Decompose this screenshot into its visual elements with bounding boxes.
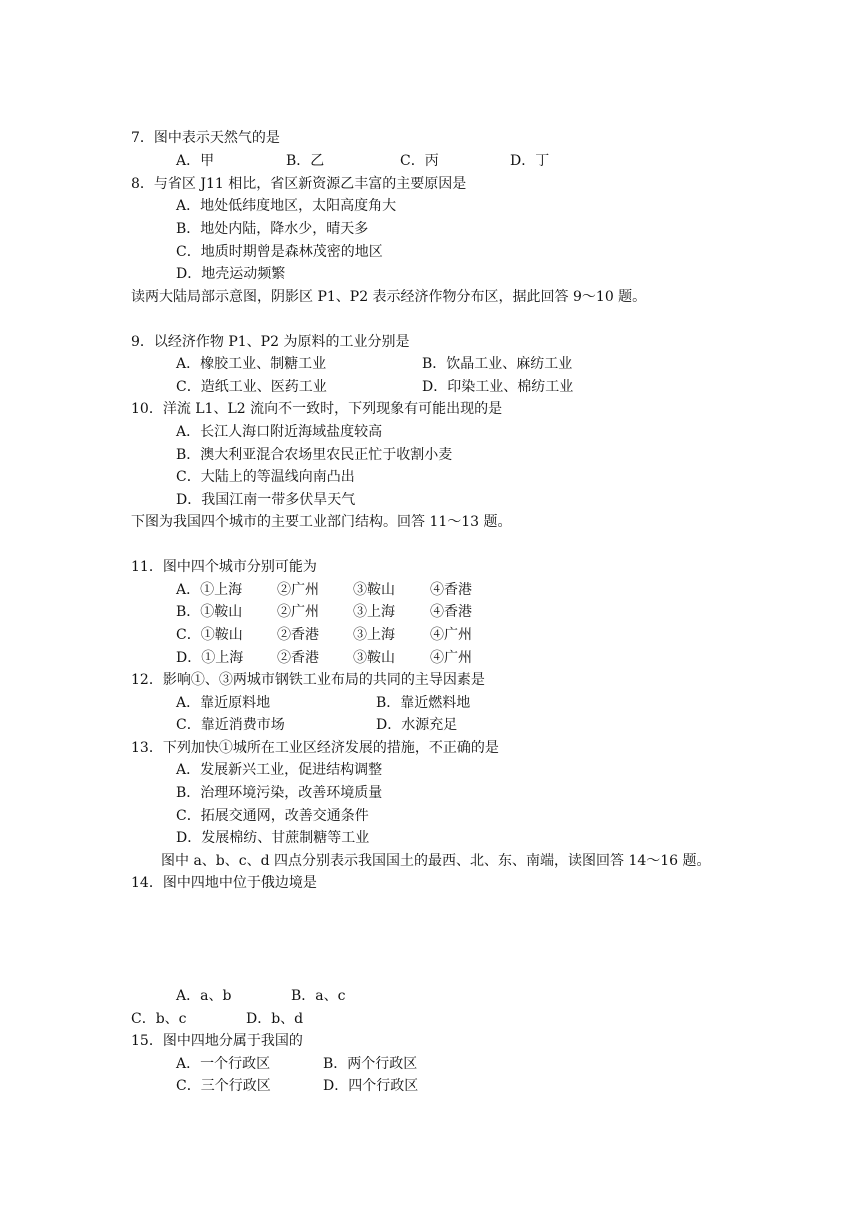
q12-stem: 12．影响①、③两城市钢铁工业布局的共同的主导因素是 — [131, 672, 485, 688]
q9-option-a: A．橡胶工业、制糖工业 — [176, 356, 327, 372]
q12-option-b: B．靠近燃料地 — [376, 695, 471, 711]
intro-14-16: 图中 a、b、c、d 四点分别表示我国国土的最西、北、东、南端，读图回答 14～16 题。 — [161, 853, 711, 869]
q11-option-d-3: ③鞍山 — [353, 650, 395, 666]
q9-stem: 9．以经济作物 P1、P2 为原料的工业分别是 — [131, 334, 410, 350]
q7-stem: 7．图中表示天然气的是 — [131, 130, 280, 146]
q11-option-c-3: ③上海 — [353, 627, 395, 643]
q7-option-d: D．丁 — [510, 153, 550, 169]
q15-option-d: D．四个行政区 — [323, 1078, 419, 1094]
q11-option-d-1: D．①上海 — [176, 650, 244, 666]
q7-option-a: A．甲 — [176, 153, 215, 169]
q10-option-d: D．我国江南一带多伏旱天气 — [176, 492, 356, 508]
q9-option-d: D．印染工业、棉纺工业 — [422, 379, 574, 395]
q13-option-b: B．治理环境污染，改善环境质量 — [176, 785, 383, 801]
q14-option-b: B．a、c — [291, 988, 346, 1004]
q8-stem: 8．与省区 J11 相比，省区新资源乙丰富的主要原因是 — [131, 176, 467, 192]
q11-option-d-4: ④广州 — [430, 650, 472, 666]
q13-stem: 13．下列加快①城所在工业区经济发展的措施，不正确的是 — [131, 740, 499, 756]
q11-option-d-2: ②香港 — [277, 650, 319, 666]
q15-option-c: C．三个行政区 — [176, 1078, 271, 1094]
q10-option-a: A．长江人海口附近海域盐度较高 — [176, 424, 383, 440]
q8-option-d: D．地壳运动频繁 — [176, 266, 286, 282]
q15-option-b: B．两个行政区 — [323, 1056, 418, 1072]
q11-option-b-3: ③上海 — [353, 604, 395, 620]
q7-option-b: B．乙 — [286, 153, 325, 169]
q11-option-b-2: ②广州 — [277, 604, 319, 620]
q8-option-c: C．地质时期曾是森林茂密的地区 — [176, 244, 383, 260]
q8-option-a: A．地处低纬度地区，太阳高度角大 — [176, 198, 397, 214]
q13-option-a: A．发展新兴工业，促进结构调整 — [176, 762, 383, 778]
intro-9-10: 读两大陆局部示意图，阴影区 P1、P2 表示经济作物分布区，据此回答 9～10 题。 — [131, 289, 647, 305]
q7-option-c: C．丙 — [400, 153, 439, 169]
q11-stem: 11．图中四个城市分别可能为 — [131, 559, 317, 575]
q11-option-c-1: C．①鞍山 — [176, 627, 243, 643]
q14-option-d: D．b、d — [246, 1011, 304, 1027]
q14-option-c: C．b、c — [131, 1011, 187, 1027]
q8-option-b: B．地处内陆，降水少，晴天多 — [176, 221, 369, 237]
q11-option-a-2: ②广州 — [277, 582, 319, 598]
q11-option-c-2: ②香港 — [277, 627, 319, 643]
q14-stem: 14．图中四地中位于俄边境是 — [131, 875, 317, 891]
q12-option-a: A．靠近原料地 — [176, 695, 271, 711]
q12-option-c: C．靠近消费市场 — [176, 717, 285, 733]
q9-option-c: C．造纸工业、医药工业 — [176, 379, 327, 395]
q11-option-a-4: ④香港 — [430, 582, 472, 598]
q10-option-c: C．大陆上的等温线向南凸出 — [176, 469, 355, 485]
intro-11-13: 下图为我国四个城市的主要工业部门结构。回答 11～13 题。 — [131, 514, 512, 530]
q11-option-a-1: A．①上海 — [176, 582, 243, 598]
q15-option-a: A．一个行政区 — [176, 1056, 271, 1072]
q13-option-d: D．发展棉纺、甘蔗制糖等工业 — [176, 830, 370, 846]
q11-option-b-4: ④香港 — [430, 604, 472, 620]
q10-option-b: B．澳大利亚混合农场里农民正忙于收割小麦 — [176, 447, 453, 463]
q11-option-a-3: ③鞍山 — [353, 582, 395, 598]
q14-option-a: A．a、b — [176, 988, 232, 1004]
q12-option-d: D．水源充足 — [376, 717, 458, 733]
q11-option-b-1: B．①鞍山 — [176, 604, 243, 620]
q10-stem: 10．洋流 L1、L2 流向不一致时，下列现象有可能出现的是 — [131, 401, 503, 417]
q11-option-c-4: ④广州 — [430, 627, 472, 643]
q15-stem: 15．图中四地分属于我国的 — [131, 1033, 303, 1049]
q13-option-c: C．拓展交通网，改善交通条件 — [176, 808, 369, 824]
q9-option-b: B．饮晶工业、麻纺工业 — [422, 356, 573, 372]
